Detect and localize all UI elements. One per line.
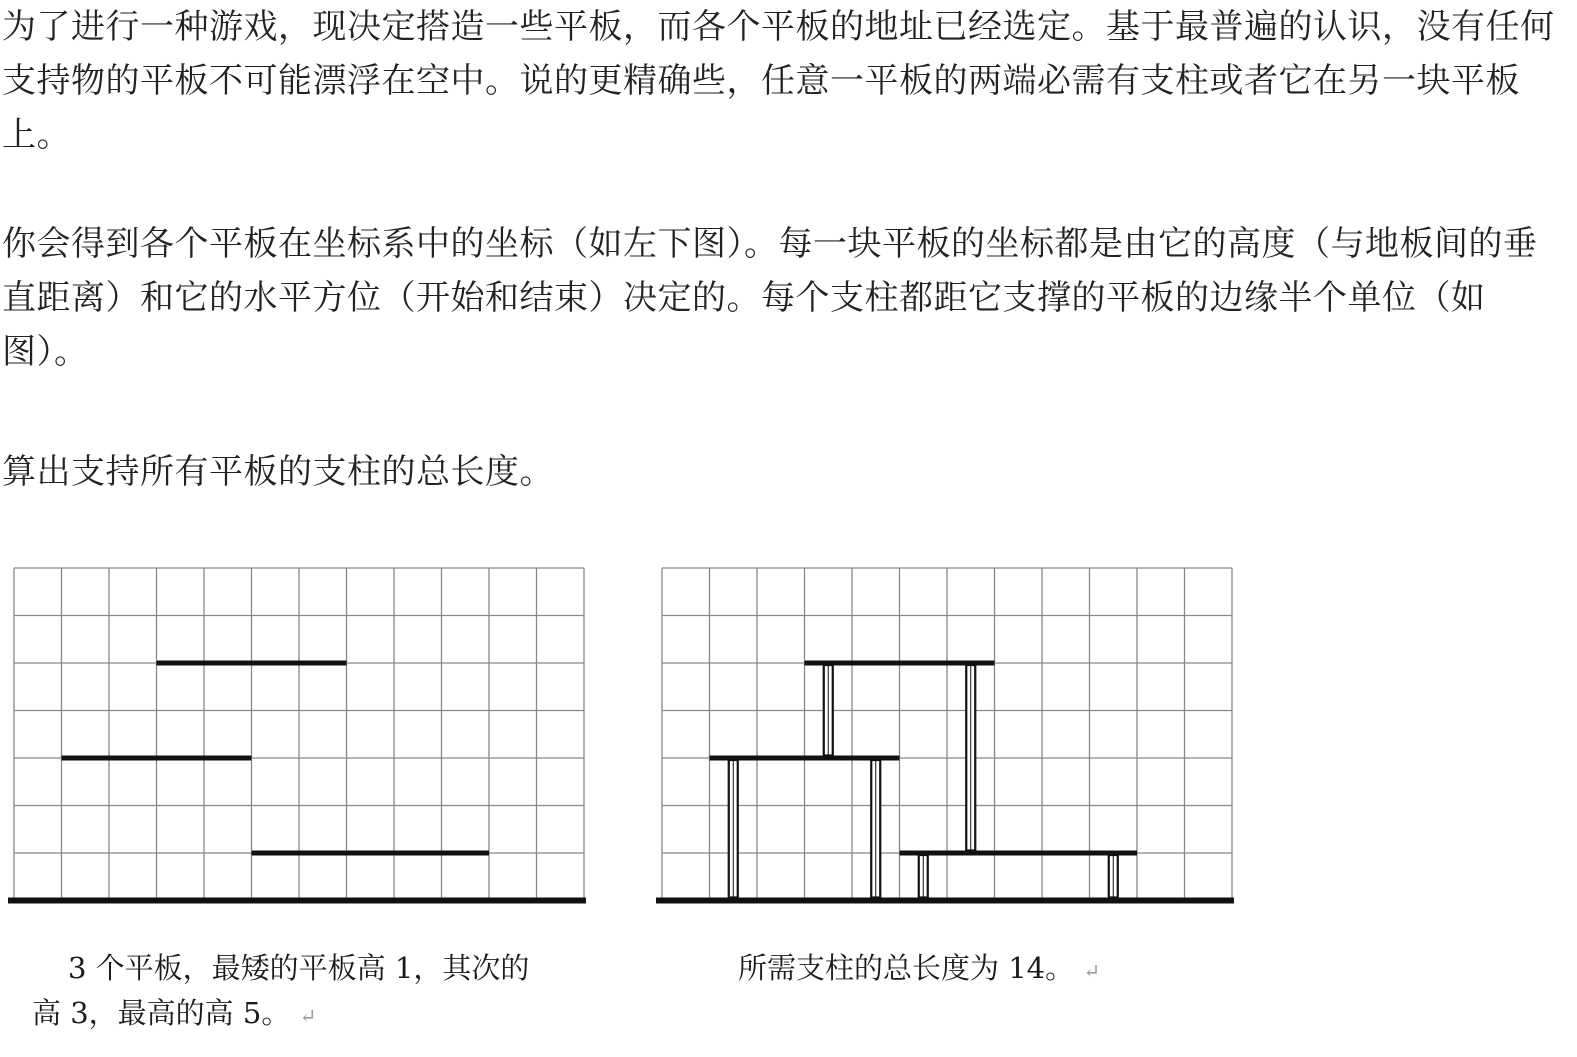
pillars-figure (656, 548, 1238, 910)
right-caption-text: 所需支柱的总长度为 14。 (738, 951, 1075, 985)
platform-middle (710, 756, 900, 761)
platform-lowest (252, 851, 490, 856)
platforms-figure (8, 548, 590, 910)
left-caption-line1: 3 个平板，最矮的平板高 1，其次的 (68, 951, 530, 985)
return-mark-icon: ↵ (299, 1004, 317, 1028)
intro-paragraph: 为了进行一种游戏，现决定搭造一些平板，而各个平板的地址已经选定。基于最普遍的认识，没有任何支持物的平板不可能漂浮在空中。说的更精确些，任意一平板的两端必需有支柱或者它在另一块平板上。 (2, 7, 1555, 155)
platform-lowest (900, 851, 1138, 856)
platform-highest (157, 661, 347, 666)
ground-line (8, 898, 586, 904)
coordinates-paragraph: 你会得到各个平板在坐标系中的坐标（如左下图）。每一块平板的坐标都是由它的高度（与地板间的垂直距离）和它的水平方位（开始和结束）决定的。每个支柱都距它支撑的平板的边缘半个单位（如图）。 (2, 224, 1538, 372)
left-figure-caption (32, 946, 592, 1039)
ground-line (656, 898, 1234, 904)
right-figure-caption (738, 946, 1198, 994)
return-mark-icon: ↵ (1083, 959, 1101, 983)
platform-highest (805, 661, 995, 666)
left-caption-line2: 高 3，最高的高 5。 (32, 996, 291, 1030)
platform-middle (62, 756, 252, 761)
task-paragraph: 算出支持所有平板的支柱的总长度。 (2, 452, 554, 492)
